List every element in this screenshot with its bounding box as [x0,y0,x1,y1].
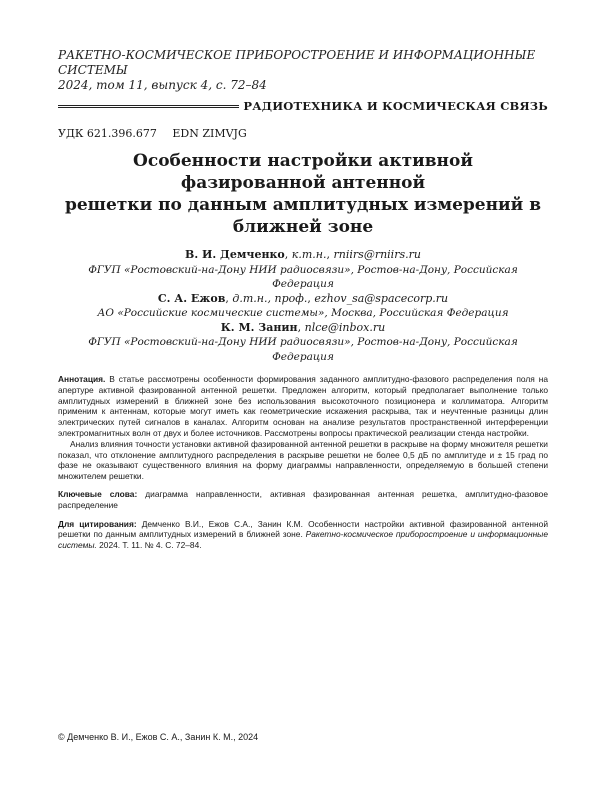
author-list [58,248,548,364]
author-2: С. А. Ежов, д.т.н., проф., ezhov_sa@spacecorp.ru [157,291,449,305]
abstract-text-1: В статье рассмотрены особенности формирования заданного амплитудно-фазового распределения поля на апертуре активной фазированной антенной решетки. Предложен алгоритм, который предполагает выполнение только амплитудных измерений в ближней зоне без использования высокоточного позиционера и коллиматора. Алгоритм применим к антеннам, которые могут иметь как геометрические искажения раскрыва, так и неучтенные разницы длин электрических путей сигналов в каналах. Алгоритм основан на анализе результатов пространственной интерференции электромагнитных волн от двух и более источников. Рассмотрены вопросы практической реализации стенда настройки. [58,374,548,438]
author-1: В. И. Демченко, к.т.н., rniirs@rniirs.ru [185,248,421,261]
citation-journal: Ракетно-космическое приборостроение и информационные системы. [58,529,548,551]
citation-label: Для цитирования: [58,518,137,529]
author-affiliation: ФГУП «Ростовский-на-Дону НИИ радиосвязи», Ростов-на-Дону, Российская Федерация [88,263,518,290]
citation-text: Демченко В.И., Ежов С.А., Занин К.М. Особенности настройки активной фазированной антенной решетки по данным амплитудных измерений в ближней зоне. [58,518,548,540]
abstract [58,374,548,482]
author-3: К. М. Занин, nlce@inbox.ru [220,320,386,334]
author-affiliation: ФГУП «Ростовский-на-Дону НИИ радиосвязи», Ростов-на-Дону, Российская Федерация [88,336,518,363]
author-email[interactable]: nlce@inbox.ru [304,320,386,334]
author-name: К. М. Занин [220,320,298,334]
author-name: С. А. Ежов [157,291,226,305]
author-email[interactable]: ezhov_sa@spacecorp.ru [314,291,449,305]
journal-header [58,48,548,93]
udk-code: УДК 621.396.677 [58,127,157,140]
journal-issue: 2024, том 11, выпуск 4, с. 72–84 [58,78,267,92]
citation [58,519,548,551]
abstract-label: Аннотация. [58,374,106,384]
author-affiliation: АО «Российские космические системы», Москва, Российская Федерация [97,307,509,319]
keywords-text: диаграмма направленности, активная фазированная антенная решетка, амплитудно-фазовое распределение [58,488,549,510]
section-label: РАДИОТЕХНИКА И КОСМИЧЕСКАЯ СВЯЗЬ [243,99,548,113]
abstract-paragraph-2: Анализ влияния точности установки активной фазированной антенной решетки в раскрыве на форму множителя решетки показал, что отклонение амплитудного распределения в раскрыве решетки не более 0,5 дБ по амплитуде и ± 15 град по фазе не оказывают существенного влияния на форму диаграммы направленности, определяемую в большей степени множителем решетки. [58,438,548,482]
article-title [58,150,548,238]
author-name: В. И. Демченко [185,248,285,261]
article-identifiers [58,127,548,140]
copyright-notice: © Демченко В. И., Ежов С. А., Занин К. М., 2024 [58,732,259,742]
title-line-2: решетки по данным амплитудных измерений в ближней зоне [64,195,542,237]
author-degree: д.т.н., проф. [232,291,308,305]
title-line-1: Особенности настройки активной фазированной антенной [133,151,473,193]
section-heading [58,99,548,113]
keywords [58,489,548,511]
section-rule [58,105,239,108]
citation-tail: 2024. Т. 11. № 4. С. 72–84. [99,540,202,551]
author-email[interactable]: rniirs@rniirs.ru [333,248,421,261]
author-degree: к.т.н. [291,248,327,261]
journal-name: РАКЕТНО-КОСМИЧЕСКОЕ ПРИБОРОСТРОЕНИЕ И ИНФОРМАЦИОННЫЕ СИСТЕМЫ [58,48,536,77]
abstract-paragraph-1 [58,374,548,439]
article-first-page [58,48,548,551]
edn-code: EDN ZIMVJG [172,127,247,140]
keywords-label: Ключевые слова: [58,488,138,499]
